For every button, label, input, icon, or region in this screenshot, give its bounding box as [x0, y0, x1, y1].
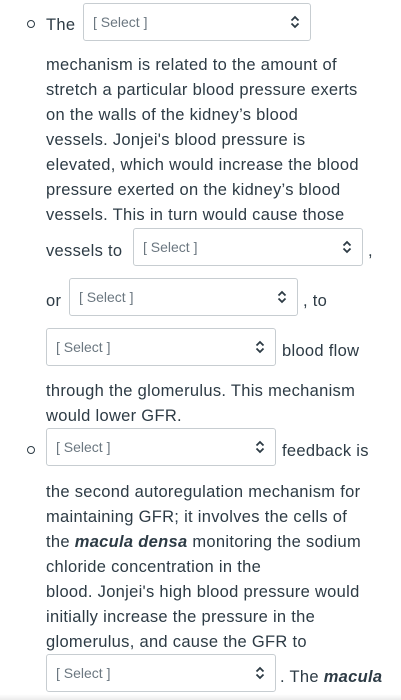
bottom-edge-shadow	[0, 694, 401, 700]
item2-text-line-2: maintaining GFR; it involves the cells of	[46, 508, 348, 526]
select-dropdown-5[interactable]	[46, 428, 276, 466]
comma-to-label: , to	[303, 292, 328, 310]
the-macula-label	[280, 667, 382, 687]
select-dropdown-6[interactable]	[46, 654, 276, 692]
select-6-value: [ Select ]	[56, 665, 111, 681]
chevron-updown-icon	[255, 440, 265, 454]
item2-text-line-7: glomerulus, and cause the GFR to	[46, 633, 307, 651]
select-dropdown-4[interactable]	[46, 328, 276, 366]
blood-flow-label: blood flow	[282, 342, 360, 360]
item1-through-line-2: would lower GFR.	[46, 407, 182, 425]
item2-line3-pre: the	[46, 533, 70, 551]
chevron-updown-icon	[277, 290, 287, 304]
select-4-value: [ Select ]	[56, 339, 111, 355]
item2-text-line-1: the second autoregulation mechanism for	[46, 483, 361, 501]
the-prefix: . The	[280, 668, 319, 686]
list-bullet-2	[27, 446, 35, 454]
item2-text-line-3	[46, 532, 361, 552]
feedback-is-label: feedback is	[282, 442, 369, 460]
item1-text-line-6: pressure exerted on the kidney’s blood	[46, 181, 341, 199]
select-dropdown-1[interactable]	[83, 3, 311, 41]
item1-the-label: The	[46, 16, 76, 34]
chevron-updown-icon	[342, 240, 352, 254]
item1-text-line-2: stretch a particular blood pressure exerts	[46, 81, 358, 99]
vessels-to-label: vessels to	[46, 242, 123, 260]
item2-line3-post: monitoring the sodium	[192, 533, 362, 551]
item2-text-line-5: blood. Jonjei's high blood pressure would	[46, 583, 360, 601]
item1-text-line-3: on the walls of the kidney’s blood	[46, 106, 299, 124]
item1-text-line-4: vessels. Jonjei's blood pressure is	[46, 131, 306, 149]
list-bullet-1	[27, 20, 35, 28]
chevron-updown-icon	[255, 666, 265, 680]
select-dropdown-3[interactable]	[69, 278, 298, 316]
select-dropdown-2[interactable]	[133, 228, 363, 266]
comma-label: ,	[368, 242, 373, 260]
select-1-value: [ Select ]	[93, 14, 148, 30]
select-2-value: [ Select ]	[143, 239, 198, 255]
chevron-updown-icon	[290, 15, 300, 29]
chevron-updown-icon	[255, 340, 265, 354]
item2-text-line-4: chloride concentration in the	[46, 558, 262, 576]
select-5-value: [ Select ]	[56, 439, 111, 455]
item1-text-line-7: vessels. This in turn would cause those	[46, 206, 345, 224]
macula-densa-term: macula densa	[74, 533, 188, 551]
item1-text-line-5: elevated, which would increase the blood	[46, 156, 359, 174]
macula-term: macula	[323, 668, 383, 686]
item1-through-line-1: through the glomerulus. This mechanism	[46, 382, 356, 400]
select-3-value: [ Select ]	[79, 289, 134, 305]
item2-text-line-6: initially increase the pressure in the	[46, 608, 316, 626]
or-label: or	[46, 292, 62, 310]
item1-text-line-1: mechanism is related to the amount of	[46, 56, 337, 74]
